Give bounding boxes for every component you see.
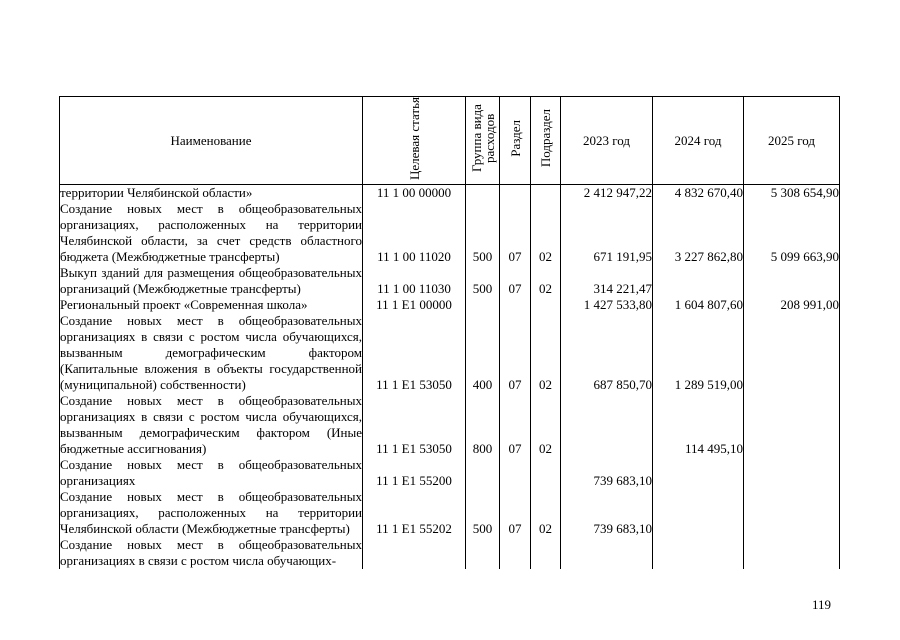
cell-subsection: 02 [531, 489, 561, 537]
header-2023: 2023 год [561, 97, 653, 185]
cell-y2023: 739 683,10 [561, 457, 653, 489]
cell-name: Создание новых мест в общеобразовательных организациях в связи с ростом числа обучающихся, вызванным демографическим фактором (Капитальные вложения в объекты государственной (муниципальной) собственности) [60, 313, 362, 392]
cell-y2024 [653, 457, 744, 489]
cell-code: 11 1 E1 53050 [363, 393, 466, 457]
table-row [60, 489, 840, 537]
cell-y2024: 1 289 519,00 [653, 313, 744, 393]
cell-y2024: 4 832 670,40 [653, 185, 744, 202]
cell-y2024 [653, 265, 744, 297]
cell-subsection: 02 [531, 313, 561, 393]
cell-y2025 [744, 457, 840, 489]
cell-section [500, 297, 531, 313]
cell-y2023: 671 191,95 [561, 201, 653, 265]
cell-group [466, 457, 500, 489]
cell-code [363, 537, 466, 569]
table-row [60, 537, 840, 569]
cell-name: территории Челябинской области» [60, 185, 363, 202]
header-section: Раздел [500, 97, 531, 185]
header-2024: 2024 год [653, 97, 744, 185]
cell-name: Создание новых мест в общеобразовательных организациях в связи с ростом числа обучающихся, вызванным демографическим фактором (Иные бюджетные ассигнования) [60, 393, 362, 456]
cell-group: 400 [466, 313, 500, 393]
cell-subsection: 02 [531, 265, 561, 297]
cell-name: Выкуп зданий для размещения общеобразовательных организаций (Межбюджетные трансферты) [60, 265, 362, 296]
cell-section [500, 457, 531, 489]
cell-group [466, 185, 500, 202]
cell-subsection: 02 [531, 201, 561, 265]
table-row [60, 457, 840, 489]
cell-group [466, 297, 500, 313]
cell-y2025 [744, 393, 840, 457]
cell-y2025: 5 099 663,90 [744, 201, 840, 265]
cell-y2025: 5 308 654,90 [744, 185, 840, 202]
cell-group: 500 [466, 201, 500, 265]
cell-code: 11 1 E1 55202 [363, 489, 466, 537]
cell-y2025 [744, 313, 840, 393]
cell-code: 11 1 E1 00000 [363, 297, 466, 313]
cell-section: 07 [500, 489, 531, 537]
table-row [60, 297, 840, 313]
cell-section [500, 185, 531, 202]
cell-y2024: 1 604 807,60 [653, 297, 744, 313]
header-subsection: Подраздел [531, 97, 561, 185]
cell-subsection: 02 [531, 393, 561, 457]
cell-section: 07 [500, 313, 531, 393]
cell-y2025 [744, 489, 840, 537]
header-group: Группа вида расходов [466, 97, 500, 185]
cell-y2023: 314 221,47 [561, 265, 653, 297]
cell-y2025: 208 991,00 [744, 297, 840, 313]
cell-y2024 [653, 489, 744, 537]
cell-y2025 [744, 265, 840, 297]
table-row [60, 185, 840, 202]
header-name: Наименование [60, 97, 363, 185]
table-row [60, 265, 840, 297]
cell-name: Создание новых мест в общеобразовательных организациях [60, 457, 362, 488]
cell-y2024 [653, 537, 744, 569]
cell-subsection [531, 457, 561, 489]
cell-y2023: 739 683,10 [561, 489, 653, 537]
cell-section: 07 [500, 201, 531, 265]
cell-subsection [531, 185, 561, 202]
cell-y2023: 687 850,70 [561, 313, 653, 393]
cell-section [500, 537, 531, 569]
cell-y2024: 114 495,10 [653, 393, 744, 457]
cell-subsection [531, 537, 561, 569]
table-row [60, 201, 840, 265]
cell-code: 11 1 00 00000 [363, 185, 466, 202]
cell-y2023: 2 412 947,22 [561, 185, 653, 202]
cell-code: 11 1 00 11030 [363, 265, 466, 297]
cell-group: 500 [466, 265, 500, 297]
cell-code: 11 1 E1 55200 [363, 457, 466, 489]
cell-code: 11 1 E1 53050 [363, 313, 466, 393]
cell-name: Региональный проект «Современная школа» [60, 297, 363, 313]
budget-table [59, 96, 840, 569]
header-target: Целевая статья [363, 97, 466, 185]
cell-name: Создание новых мест в общеобразовательных организациях, расположенных на территории Челябинской области, за счет средств областного бюджета (Межбюджетные трансферты) [60, 201, 362, 264]
cell-group: 500 [466, 489, 500, 537]
cell-code: 11 1 00 11020 [363, 201, 466, 265]
cell-y2023 [561, 537, 653, 569]
cell-section: 07 [500, 393, 531, 457]
header-2025: 2025 год [744, 97, 840, 185]
cell-name: Создание новых мест в общеобразовательных организациях, расположенных на территории Челябинской области (Межбюджетные трансферты) [60, 489, 362, 536]
cell-section: 07 [500, 265, 531, 297]
cell-y2023: 1 427 533,80 [561, 297, 653, 313]
table-header-row [60, 97, 840, 185]
cell-y2023 [561, 393, 653, 457]
cell-y2025 [744, 537, 840, 569]
cell-subsection [531, 297, 561, 313]
table-row [60, 313, 840, 393]
page-number: 119 [812, 597, 832, 612]
table-row [60, 393, 840, 457]
cell-name: Создание новых мест в общеобразовательных организациях в связи с ростом числа обучающих- [60, 537, 362, 568]
cell-group [466, 537, 500, 569]
cell-group: 800 [466, 393, 500, 457]
cell-y2024: 3 227 862,80 [653, 201, 744, 265]
